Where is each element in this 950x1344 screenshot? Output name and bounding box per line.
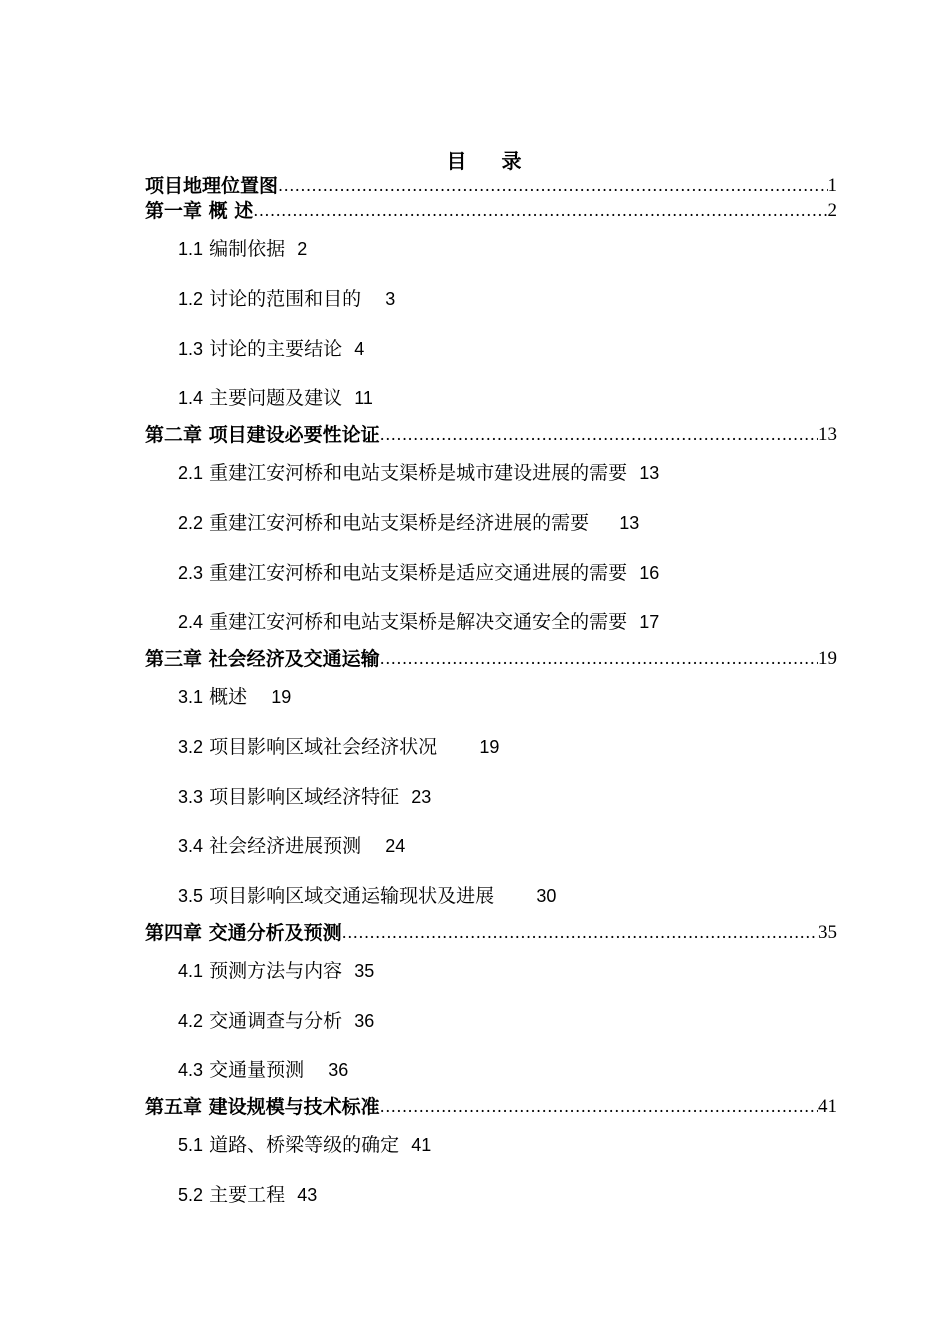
page-number: 36	[328, 1060, 349, 1080]
dot-leader	[342, 923, 818, 943]
page-number: 19	[818, 648, 837, 669]
toc-section-entry[interactable]	[178, 1057, 348, 1083]
section-title: 项目影响区域经济特征	[209, 786, 400, 808]
section-number: 1.4	[178, 388, 204, 408]
page-number: 13	[818, 424, 837, 445]
toc-section-entry[interactable]	[178, 385, 373, 411]
page-number: 23	[411, 787, 432, 807]
toc-section-entry[interactable]	[178, 1132, 431, 1158]
toc-section-entry[interactable]	[178, 286, 395, 312]
page-number: 43	[297, 1185, 318, 1205]
section-title: 项目影响区域社会经济状况	[209, 736, 438, 758]
toc-section-entry[interactable]	[178, 236, 307, 262]
chapter-title: 第三章 社会经济及交通运输	[145, 648, 380, 670]
section-number: 2.2	[178, 513, 204, 533]
section-title: 重建江安河桥和电站支渠桥是适应交通进展的需要	[209, 562, 628, 584]
section-number: 1.2	[178, 289, 204, 309]
toc-chapter-entry[interactable]	[145, 199, 837, 223]
page-number: 1	[827, 175, 837, 196]
page-number: 4	[354, 339, 365, 359]
toc-section-entry[interactable]	[178, 833, 405, 859]
page-number: 13	[639, 463, 660, 483]
chapter-title: 第四章 交通分析及预测	[145, 922, 342, 944]
chapter-title: 第一章 概 述	[145, 200, 254, 222]
section-title: 重建江安河桥和电站支渠桥是经济进展的需要	[209, 512, 590, 534]
dot-leader	[380, 649, 818, 669]
toc-chapter-entry[interactable]	[145, 647, 837, 671]
toc-chapter-entry[interactable]	[145, 423, 837, 447]
toc-section-entry[interactable]	[178, 734, 499, 760]
page-number: 35	[354, 961, 375, 981]
page-number: 41	[411, 1135, 432, 1155]
section-title: 编制依据	[209, 238, 286, 260]
section-number: 4.2	[178, 1011, 204, 1031]
page-number: 2	[827, 200, 837, 221]
section-number: 3.1	[178, 687, 204, 707]
section-title: 项目影响区域交通运输现状及进展	[209, 885, 495, 907]
section-title: 社会经济进展预测	[209, 835, 362, 857]
section-title: 讨论的主要结论	[209, 338, 343, 360]
toc-section-entry[interactable]	[178, 784, 431, 810]
page-number: 11	[354, 388, 373, 408]
page-number: 30	[536, 886, 557, 906]
dot-leader	[278, 176, 827, 196]
page-number: 17	[639, 612, 660, 632]
section-title: 道路、桥梁等级的确定	[209, 1134, 400, 1156]
section-number: 5.2	[178, 1185, 204, 1205]
toc-chapter-entry[interactable]	[145, 1095, 837, 1119]
page-number: 13	[619, 513, 640, 533]
section-title: 讨论的范围和目的	[209, 288, 362, 310]
page-number: 36	[354, 1011, 375, 1031]
section-number: 2.3	[178, 563, 204, 583]
toc-chapter-entry[interactable]	[145, 921, 837, 945]
page-number: 41	[818, 1096, 837, 1117]
toc-chapter-entry[interactable]	[145, 174, 837, 198]
section-number: 3.3	[178, 787, 204, 807]
section-number: 4.3	[178, 1060, 204, 1080]
dot-leader	[380, 425, 818, 445]
section-title: 概述	[209, 686, 248, 708]
section-title: 交通调查与分析	[209, 1010, 343, 1032]
dot-leader	[380, 1097, 818, 1117]
toc-section-entry[interactable]	[178, 460, 659, 486]
chapter-title: 项目地理位置图	[145, 175, 279, 197]
section-number: 4.1	[178, 961, 204, 981]
page-number: 19	[271, 687, 292, 707]
section-number: 1.3	[178, 339, 204, 359]
toc-section-entry[interactable]	[178, 1182, 317, 1208]
page-number: 19	[479, 737, 500, 757]
dot-leader	[253, 201, 827, 221]
page-number: 2	[297, 239, 308, 259]
section-title: 主要工程	[209, 1184, 286, 1206]
section-title: 交通量预测	[209, 1059, 305, 1081]
toc-section-entry[interactable]	[178, 958, 374, 984]
section-title: 主要问题及建议	[209, 387, 343, 409]
section-title: 重建江安河桥和电站支渠桥是解决交通安全的需要	[209, 611, 628, 633]
section-title: 重建江安河桥和电站支渠桥是城市建设进展的需要	[209, 462, 628, 484]
section-number: 3.5	[178, 886, 204, 906]
chapter-title: 第五章 建设规模与技术标准	[145, 1096, 380, 1118]
section-number: 2.1	[178, 463, 204, 483]
section-number: 2.4	[178, 612, 204, 632]
toc-section-entry[interactable]	[178, 560, 659, 586]
chapter-title: 第二章 项目建设必要性论证	[145, 424, 380, 446]
page-number: 24	[385, 836, 406, 856]
section-number: 1.1	[178, 239, 204, 259]
section-number: 3.4	[178, 836, 204, 856]
section-title: 预测方法与内容	[209, 960, 343, 982]
page-number: 35	[818, 922, 837, 943]
toc-section-entry[interactable]	[178, 1008, 374, 1034]
toc-section-entry[interactable]	[178, 609, 659, 635]
section-number: 5.1	[178, 1135, 204, 1155]
toc-section-entry[interactable]	[178, 336, 364, 362]
page-number: 3	[385, 289, 396, 309]
toc-section-entry[interactable]	[178, 510, 639, 536]
toc-title: 目 录	[446, 149, 536, 173]
toc-section-entry[interactable]	[178, 684, 291, 710]
page-number: 16	[639, 563, 660, 583]
toc-section-entry[interactable]	[178, 883, 556, 909]
section-number: 3.2	[178, 737, 204, 757]
